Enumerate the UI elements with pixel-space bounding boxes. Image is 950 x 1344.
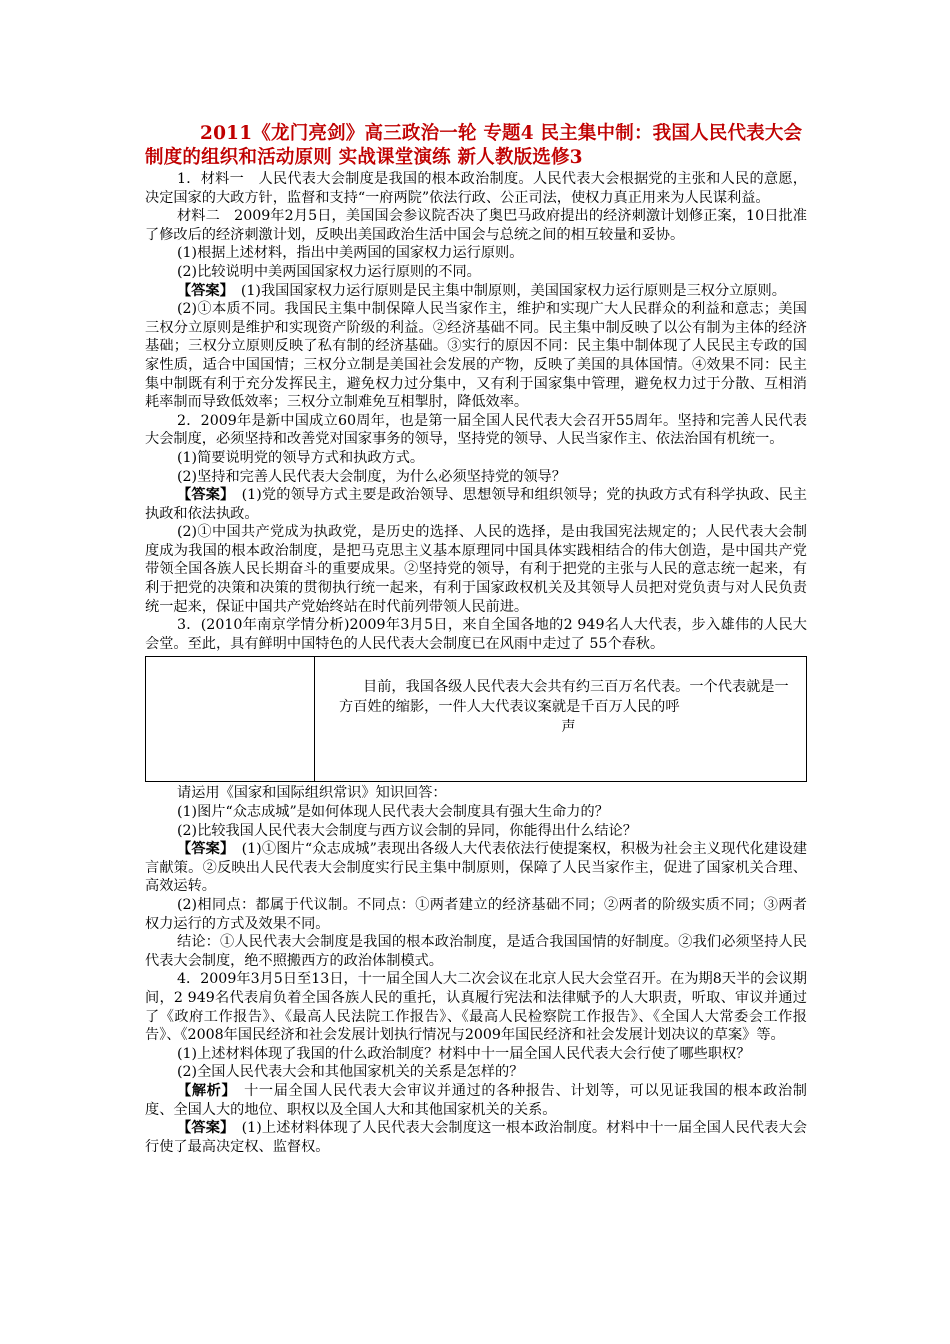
q4-analysis — [145, 1082, 807, 1119]
q1-sub-2: (2)比较说明中美两国国家权力运行原则的不同。 — [177, 263, 481, 280]
q3-sub-1: (1)图片“众志成城”是如何体现人民代表大会制度具有强大生命力的？ — [177, 804, 609, 821]
q1-sub-1: (1)根据上述材料，指出中美两国的国家权力运行原则。 — [177, 245, 524, 262]
analysis-text: 十一届全国人民代表大会审议并通过的各种报告、计划等，可以见证我国的根本政治制度、全国人大的地位、职权以及全国人大和其他国家机关的关系。 — [145, 1082, 807, 1118]
q4-sub-1: (1)上述材料体现了我国的什么政治制度？材料中十一届全国人民代表大会行使了哪些职权？ — [177, 1045, 751, 1062]
answer-tag: 【答案】 — [177, 841, 228, 858]
document-title: 2011《龙门亮剑》高三政治一轮 专题4 民主集中制：我国人民代表大会制度的组织和活动原则 实战课堂演练 新人教版选修3 — [145, 123, 803, 168]
caption-text: 目前，我国各级人民代表大会共有约三百万名代表。一个代表就是一方百姓的缩影，一件人大代表议案就是千百万人民的呼 — [339, 679, 789, 716]
answer-tag: 【答案】 — [177, 1120, 228, 1137]
answer-text: (1)党的领导方式主要是政治领导、思想领导和组织领导；党的执政方式有科学执政、民主执政和依法执政。 — [145, 487, 807, 522]
answer-text: (1)上述材料体现了人民代表大会制度这一根本政治制度。材料中十一届全国人民代表大会行使了最高决定权、监督权。 — [145, 1120, 807, 1155]
q4-stem: 4．2009年3月5日至13日，十一届全国人大二次会议在北京人民大会堂召开。在为期8天半的会议期间，2 949名代表肩负着全国各族人民的重托，认真履行宪法和法律赋予的人大职责，听取、审议并通过了《政府工作报告》、《最高人民法院工作报告》、《最高人民检察院工作报告》、《全国人大常委会工作报告》、《2008年国民经济和社会发展计划执行情况与2009年国民经济和社会发展计划决议的草案》等。 — [145, 971, 807, 1044]
q2-answer — [145, 486, 807, 523]
q3-prompt: 请运用《国家和国际组织常识》知识回答： — [177, 785, 447, 802]
q2-sub-1: (1)简要说明党的领导方式和执政方式。 — [177, 449, 425, 466]
caption-cell — [315, 657, 807, 782]
q1-material-2: 材料二 2009年2月5日，美国国会参议院否决了奥巴马政府提出的经济刺激计划修正案，10日批准了修改后的经济刺激计划，反映出美国政治生活中国会与总统之间的相互较量和妥协。 — [145, 208, 807, 243]
q2-sub-2: (2)坚持和完善人民代表大会制度，为什么必须坚持党的领导？ — [177, 468, 566, 485]
q4-sub-2: (2)全国人民代表大会和其他国家机关的关系是怎样的？ — [177, 1064, 524, 1081]
q1-answer — [145, 282, 807, 301]
answer-tag: 【答案】 — [177, 282, 227, 299]
q3-sub-2: (2)比较我国人民代表大会制度与西方议会制的异同，你能得出什么结论？ — [177, 822, 637, 839]
answer-tag: 【答案】 — [177, 487, 228, 504]
answer-text: (1)我国国家权力运行原则是民主集中制原则，美国国家权力运行原则是三权分立原则。 — [226, 282, 786, 299]
q2-stem: 2．2009年是新中国成立60周年，也是第一届全国人民代表大会召开55周年。坚持和完善人民代表大会制度，必须坚持和改善党对国家事务的领导，坚持党的领导、人民当家作主、依法治国有机统一。 — [145, 412, 807, 448]
q3-answer-conclusion: 结论：①人民代表大会制度是我国的根本政治制度，是适合我国国情的好制度。②我们必须坚持人民代表大会制度，绝不照搬西方的政治体制模式。 — [145, 934, 807, 969]
q1-material-1: 1．材料一 人民代表大会制度是我国的根本政治制度。人民代表大会根据党的主张和人民的意愿，决定国家的大政方针，监督和支持“一府两院”依法行政、公正司法，使权力真正用来为人民谋利益。 — [145, 171, 807, 206]
image-placeholder-cell — [146, 657, 315, 782]
q4-answer — [145, 1119, 807, 1156]
image-caption-table — [145, 656, 807, 782]
q3-stem: 3．(2010年南京学情分析)2009年3月5日，来自全国各地的2 949名人大代表，步入雄伟的人民大会堂。至此，具有鲜明中国特色的人民代表大会制度已在风雨中走过了 55个春秋。 — [145, 617, 807, 652]
caption-text-end: 声 — [561, 719, 576, 736]
answer-text: (1)①图片“众志成城”表现出各级人大代表依法行使提案权，积极为社会主义现代化建设建言献策。②反映出人民代表大会制度实行民主集中制原则，保障了人民当家作主，促进了国家机关合理、高效运转。 — [145, 841, 808, 895]
q3-answer-part-2: (2)相同点：都属于代议制。不同点：①两者建立的经济基础不同；②两者的阶级实质不同；③两者权力运行的方式及效果不同。 — [145, 897, 807, 932]
analysis-tag: 【解析】 — [177, 1082, 230, 1099]
q3-answer — [145, 840, 807, 896]
q2-answer-part-2: (2)①中国共产党成为执政党，是历史的选择、人民的选择，是由我国宪法规定的；人民代表大会制度成为我国的根本政治制度，是把马克思主义基本原理同中国具体实践相结合的伟大创造，是中国共产党带领全国各族人民长期奋斗的重要成果。②坚持党的领导，有利于把党的主张与人民的意志统一起来，有利于把党的决策和决策的贯彻执行统一起来，有利于国家政权机关及其领导人员把对党负责与对人民负责统一起来，保证中国共产党始终站在时代前列带领人民前进。 — [145, 524, 807, 615]
document-page — [145, 122, 807, 1156]
q1-answer-part-2: (2)①本质不同。我国民主集中制保障人民当家作主，维护和实现广大人民群众的利益和意志；美国三权分立原则是维护和实现资产阶级的利益。②经济基础不同。民主集中制反映了以公有制为主体的经济基础；三权分立原则反映了私有制的经济基础。③实行的原因不同：民主集中制体现了人民民主专政的国家性质，适合中国国情；三权分立制是美国社会发展的产物，反映了美国的具体国情。④效果不同：民主集中制既有利于充分发挥民主，避免权力过分集中，又有利于国家集中管理，避免权力过于分散、互相消耗率制而导致低效率；三权分立制难免互相掣肘，降低效率。 — [145, 301, 807, 411]
